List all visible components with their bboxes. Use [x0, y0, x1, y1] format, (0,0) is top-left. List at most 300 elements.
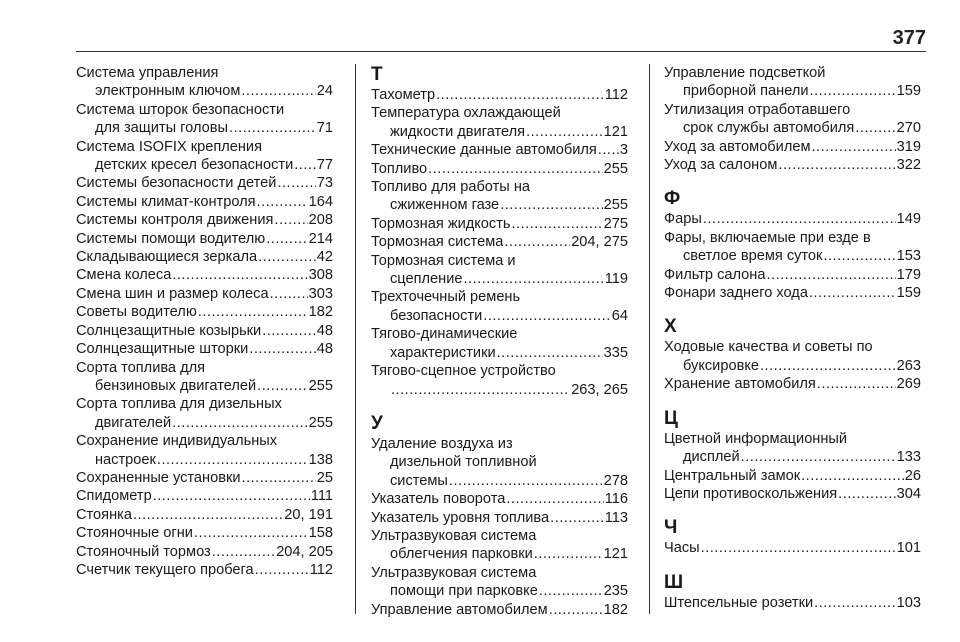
entry-term: Сохраненные установки [76, 469, 241, 486]
entry-term: Сорта топлива для [76, 359, 206, 376]
top-rule [76, 51, 926, 52]
entry-line [371, 435, 628, 453]
entry-line [76, 395, 333, 413]
entry-term: Фары, включаемые при езде в [664, 229, 871, 246]
index-entry [371, 601, 628, 619]
dot-leader [198, 303, 308, 321]
index-entry [76, 506, 333, 524]
dot-leader [506, 490, 603, 508]
entry-line [76, 174, 333, 192]
entry-term: Система шторок безопасности [76, 101, 285, 118]
entry-term: системы [390, 472, 448, 489]
dot-leader [534, 545, 603, 563]
entry-page-ref: 322 [896, 157, 921, 174]
entry-line [371, 104, 628, 122]
index-entry [664, 156, 921, 174]
index-entry [76, 395, 333, 432]
entry-term: дисплей [683, 449, 740, 466]
entry-line [664, 64, 921, 82]
entry-line [76, 340, 333, 358]
index-entry [76, 432, 333, 469]
dot-leader [526, 123, 603, 141]
entry-line [664, 357, 921, 375]
dot-leader [258, 248, 316, 266]
entry-line [76, 285, 333, 303]
entry-term: безопасности [390, 307, 483, 324]
entry-line [664, 266, 921, 284]
entry-line [371, 472, 628, 490]
entry-term: Часы [664, 540, 700, 557]
entry-page-ref: 112 [604, 87, 628, 103]
entry-line [664, 82, 921, 100]
index-column-2 [371, 64, 628, 619]
entry-page-ref: 303 [308, 285, 333, 302]
index-entry [76, 487, 333, 505]
entry-term: Указатель уровня топлива [371, 509, 550, 526]
entry-page-ref: 214 [308, 230, 333, 247]
entry-line [664, 119, 921, 137]
entry-term: Системы безопасности детей [76, 175, 277, 192]
entry-page-ref: 113 [604, 509, 628, 526]
entry-page-ref: 204, 205 [276, 543, 333, 560]
entry-line [371, 601, 628, 619]
index-entry [664, 594, 921, 612]
dot-leader [497, 344, 603, 362]
column-divider [649, 64, 650, 614]
dot-leader [549, 601, 603, 619]
entry-term: Счетчик текущего пробега [76, 561, 254, 578]
section-letter: Ц [664, 407, 678, 429]
entry-term: Указатель поворота [371, 491, 506, 508]
entry-page-ref: 138 [308, 451, 333, 468]
entry-term: Центральный замок [664, 467, 801, 484]
entry-term: Температура охлаждающей [371, 105, 561, 122]
entry-line [76, 524, 333, 542]
entry-term: Фары [664, 211, 702, 228]
entry-term: Системы помощи водителю [76, 230, 266, 247]
entry-term: Советы водителю [76, 304, 197, 321]
dot-leader [483, 307, 611, 325]
index-entry [76, 101, 333, 138]
dot-leader [801, 467, 904, 485]
entry-line [664, 138, 921, 156]
dot-leader [194, 524, 308, 542]
entry-page-ref: 48 [316, 341, 333, 358]
entry-page-ref: 20, 191 [284, 506, 333, 523]
entry-line [76, 230, 333, 248]
entry-line [371, 270, 628, 288]
entry-page-ref: 235 [603, 583, 628, 600]
entry-page-ref: 119 [604, 271, 628, 288]
entry-term: Тягово-сцепное устройство [371, 363, 556, 380]
dot-leader [512, 215, 603, 233]
entry-page-ref: 103 [896, 594, 921, 611]
dot-leader [701, 539, 896, 557]
index-entry [76, 561, 333, 579]
entry-page-ref: 164 [308, 193, 333, 210]
index-entry [76, 266, 333, 284]
entry-line [371, 123, 628, 141]
dot-leader [262, 322, 316, 340]
entry-line [664, 156, 921, 174]
entry-page-ref: 255 [603, 197, 628, 214]
entry-term: Цепи противоскольжения [664, 485, 838, 502]
dot-leader [428, 160, 602, 178]
entry-term: настроек [95, 451, 156, 468]
dot-leader [153, 487, 310, 505]
dot-leader [172, 414, 307, 432]
entry-line [371, 509, 628, 527]
index-entry [371, 564, 628, 601]
index-entry [371, 362, 628, 399]
entry-term: Трехточечный ремень [371, 289, 521, 306]
entry-page-ref: 133 [896, 449, 921, 466]
index-column-3 [664, 64, 921, 612]
index-entry [664, 284, 921, 302]
index-entry [76, 230, 333, 248]
section-gap [371, 399, 628, 413]
entry-term: детских кресел безопасности [95, 157, 294, 174]
entry-page-ref: 269 [896, 376, 921, 393]
entry-page-ref: 24 [316, 83, 333, 100]
entry-line [664, 539, 921, 557]
index-entry [664, 338, 921, 375]
entry-term: срок службы автомобиля [683, 120, 855, 137]
index-entry [371, 104, 628, 141]
entry-term: жидкости двигателя [390, 123, 526, 140]
entry-line [664, 247, 921, 265]
entry-page-ref: 270 [896, 120, 921, 137]
entry-line [371, 288, 628, 306]
index-entry [371, 215, 628, 233]
index-entry [664, 485, 921, 503]
index-entry [371, 141, 628, 159]
entry-term: Система ISOFIX крепления [76, 138, 262, 155]
index-entry [371, 178, 628, 215]
entry-term: светлое время суток [683, 248, 823, 265]
dot-leader [157, 451, 308, 469]
entry-page-ref: 319 [896, 138, 921, 155]
entry-term: Фильтр салона [664, 266, 766, 283]
index-entry [76, 340, 333, 358]
dot-leader [133, 506, 283, 524]
entry-term: сцепление [390, 271, 463, 288]
entry-line [371, 453, 628, 471]
dot-leader [703, 210, 896, 228]
entry-line [76, 451, 333, 469]
dot-leader [550, 509, 604, 527]
entry-line [76, 101, 333, 119]
entry-term: Хранение автомобиля [664, 376, 816, 393]
entry-page-ref: 263 [896, 357, 921, 374]
dot-leader [598, 141, 619, 159]
column-divider [355, 64, 356, 614]
entry-term: Тормозная система и [371, 252, 516, 269]
entry-line [664, 338, 921, 356]
entry-page-ref: 112 [309, 561, 333, 578]
dot-leader [823, 247, 895, 265]
entry-line [371, 178, 628, 196]
entry-term: Уход за салоном [664, 157, 778, 174]
dot-leader [539, 582, 603, 600]
dot-leader [463, 270, 603, 288]
dot-leader [436, 86, 604, 104]
dot-leader [249, 340, 315, 358]
index-entry [664, 64, 921, 101]
entry-term: Топливо для работы на [371, 179, 530, 196]
entry-page-ref: 159 [896, 285, 921, 302]
dot-leader [766, 266, 895, 284]
dot-leader [817, 375, 896, 393]
dot-leader [241, 82, 315, 100]
entry-page-ref: 308 [308, 267, 333, 284]
entry-term: Стояночный тормоз [76, 543, 211, 560]
dot-leader [855, 119, 895, 137]
entry-page-ref: 116 [604, 491, 628, 508]
entry-term: дизельной топливной [390, 454, 537, 471]
dot-leader [242, 469, 316, 487]
entry-page-ref: 111 [310, 488, 333, 505]
section-gap [664, 174, 921, 188]
entry-page-ref: 255 [308, 377, 333, 394]
dot-leader [810, 82, 896, 100]
entry-term: Стояночные огни [76, 525, 193, 542]
dot-leader [274, 211, 307, 229]
entry-line [371, 86, 628, 104]
index-entry [371, 160, 628, 178]
entry-page-ref: 77 [316, 157, 333, 174]
entry-line [371, 141, 628, 159]
entry-line [371, 381, 628, 399]
entry-line [76, 487, 333, 505]
entry-page-ref: 263, 265 [571, 381, 628, 398]
index-entry [76, 303, 333, 321]
entry-term: Управление автомобилем [371, 601, 548, 618]
entry-term: Ультразвуковая система [371, 564, 537, 581]
entry-page-ref: 26 [904, 467, 921, 484]
entry-line [371, 233, 628, 251]
index-entry [664, 101, 921, 138]
entry-line [664, 229, 921, 247]
entry-term: помощи при парковке [390, 583, 538, 600]
entry-line [76, 432, 333, 450]
dot-leader [449, 472, 603, 490]
dot-leader [266, 230, 307, 248]
dot-leader [270, 285, 308, 303]
entry-page-ref: 335 [603, 344, 628, 361]
entry-term: Сорта топлива для дизельных [76, 396, 282, 413]
entry-line [371, 490, 628, 508]
entry-line [76, 543, 333, 561]
entry-page-ref: 48 [316, 322, 333, 339]
entry-line [76, 561, 333, 579]
entry-page-ref: 158 [308, 525, 333, 542]
entry-term: Ультразвуковая система [371, 527, 537, 544]
entry-term: Удаление воздуха из [371, 435, 513, 452]
entry-page-ref: 204, 275 [571, 234, 628, 251]
entry-page-ref: 275 [603, 215, 628, 232]
index-entry [371, 490, 628, 508]
dot-leader [809, 284, 896, 302]
index-entry [76, 193, 333, 211]
entry-line [371, 215, 628, 233]
index-entry [371, 288, 628, 325]
entry-line [664, 467, 921, 485]
section-letter: Ш [664, 571, 684, 593]
entry-line [664, 448, 921, 466]
entry-term: Системы контроля движения [76, 212, 274, 229]
dot-leader [812, 138, 896, 156]
entry-term: Смена колеса [76, 267, 172, 284]
dot-leader [500, 196, 602, 214]
index-entry [76, 469, 333, 487]
entry-line [371, 307, 628, 325]
entry-term: Утилизация отработавшего [664, 101, 851, 118]
entry-line [664, 101, 921, 119]
entry-line [76, 64, 333, 82]
index-entry [371, 527, 628, 564]
section-gap [664, 394, 921, 408]
entry-term: Фонари заднего хода [664, 285, 808, 302]
entry-line [371, 545, 628, 563]
entry-term: Тахометр [371, 87, 436, 103]
index-entry [76, 211, 333, 229]
entry-line [76, 322, 333, 340]
entry-page-ref: 149 [896, 211, 921, 228]
entry-page-ref: 255 [603, 160, 628, 177]
entry-line [76, 377, 333, 395]
index-entry [371, 325, 628, 362]
entry-line [371, 325, 628, 343]
dot-leader [778, 156, 895, 174]
entry-page-ref: 208 [308, 212, 333, 229]
entry-line [76, 119, 333, 137]
section-gap [664, 503, 921, 517]
index-entry [664, 539, 921, 557]
entry-term: характеристики [390, 344, 496, 361]
entry-page-ref: 64 [611, 307, 628, 324]
index-entry [76, 64, 333, 101]
entry-term: буксировке [683, 357, 759, 374]
entry-line [76, 359, 333, 377]
index-entry [371, 233, 628, 251]
entry-term: Топливо [371, 160, 428, 177]
section-letter: Ф [664, 188, 681, 210]
entry-term: для защиты головы [95, 120, 229, 137]
entry-term: Технические данные автомобиля [371, 142, 597, 159]
entry-page-ref: 278 [603, 472, 628, 489]
entry-page-ref: 3 [619, 142, 628, 159]
dot-leader [172, 266, 307, 284]
section-letter: Ч [664, 517, 678, 539]
entry-line [76, 248, 333, 266]
index-entry [664, 229, 921, 266]
entry-term: Тягово-динамические [371, 326, 518, 343]
dot-leader [294, 156, 316, 174]
index-entry [76, 524, 333, 542]
entry-term: двигателей [95, 414, 172, 431]
entry-page-ref: 101 [896, 540, 921, 557]
entry-line [664, 594, 921, 612]
entry-term: бензиновых двигателей [95, 377, 257, 394]
entry-page-ref: 304 [896, 485, 921, 502]
entry-term: Цветной информационный [664, 430, 848, 447]
entry-line [664, 375, 921, 393]
entry-page-ref: 153 [896, 248, 921, 265]
entry-term: Штепсельные розетки [664, 594, 814, 611]
entry-line [664, 430, 921, 448]
section-gap [664, 302, 921, 316]
entry-line [371, 362, 628, 380]
entry-line [371, 160, 628, 178]
dot-leader [741, 448, 896, 466]
entry-page-ref: 25 [316, 469, 333, 486]
index-entry [371, 86, 628, 104]
index-entry [371, 509, 628, 527]
index-entry [664, 467, 921, 485]
entry-page-ref: 73 [316, 175, 333, 192]
entry-line [371, 252, 628, 270]
entry-term: приборной панели [683, 83, 809, 100]
dot-leader [760, 357, 896, 375]
entry-term: Тормозная система [371, 234, 504, 251]
index-entry [371, 252, 628, 289]
entry-term: Ходовые качества и советы по [664, 339, 873, 356]
entry-page-ref: 255 [308, 414, 333, 431]
entry-line [371, 196, 628, 214]
entry-term: Система управления [76, 65, 219, 81]
entry-term: Уход за автомобилем [664, 138, 811, 155]
entry-line [664, 210, 921, 228]
entry-line [371, 527, 628, 545]
dot-leader [229, 119, 316, 137]
index-entry [664, 430, 921, 467]
entry-line [76, 506, 333, 524]
entry-page-ref: 71 [316, 120, 333, 137]
entry-term: Системы климат-контроля [76, 193, 256, 210]
section-gap [664, 558, 921, 572]
dot-leader [212, 543, 275, 561]
entry-term: Солнцезащитные шторки [76, 341, 249, 358]
section-letter: Х [664, 316, 677, 338]
dot-leader [255, 561, 309, 579]
index-entry [371, 435, 628, 490]
entry-term: Тормозная жидкость [371, 215, 511, 232]
index-entry [76, 359, 333, 396]
index-entry [664, 138, 921, 156]
index-entry [76, 285, 333, 303]
index-entry [76, 543, 333, 561]
entry-line [76, 266, 333, 284]
index-entry [664, 266, 921, 284]
entry-line [76, 469, 333, 487]
dot-leader [814, 594, 896, 612]
index-entry [76, 322, 333, 340]
entry-line [76, 303, 333, 321]
index-entry [76, 138, 333, 175]
entry-line [371, 564, 628, 582]
entry-line [664, 485, 921, 503]
dot-leader [504, 233, 570, 251]
entry-page-ref: 179 [896, 266, 921, 283]
entry-term: Управление подсветкой [664, 65, 826, 81]
entry-page-ref: 42 [316, 249, 333, 266]
index-entry [76, 248, 333, 266]
index-column-1 [76, 64, 333, 579]
dot-leader [391, 381, 570, 399]
entry-term: облегчения парковки [390, 546, 533, 563]
entry-line [76, 414, 333, 432]
